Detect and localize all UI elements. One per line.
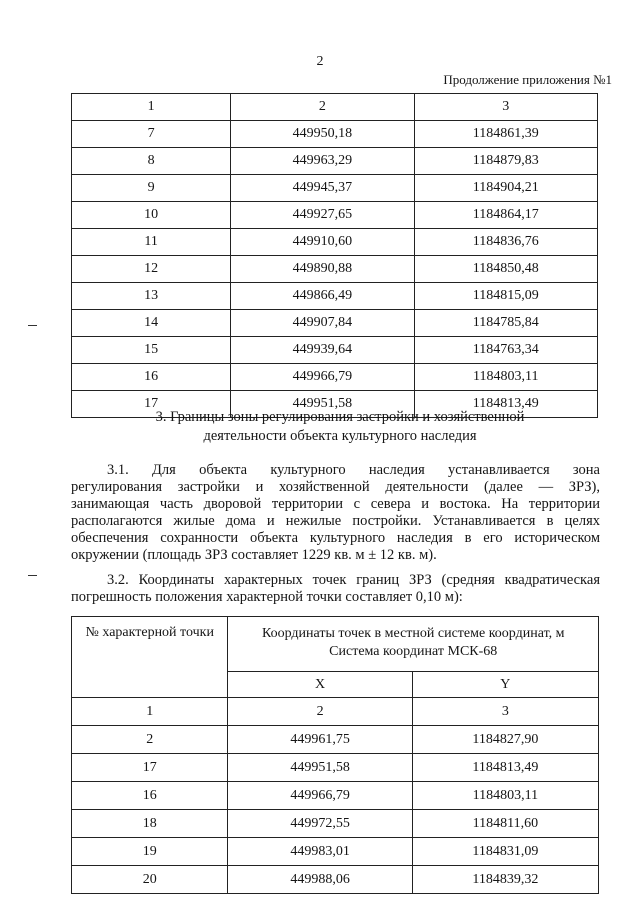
table-row [72,866,599,894]
point-number: 16 [72,782,228,810]
paragraph-line: располагаются жилые дома и нежилые постройки. Устанавливается в целях [71,513,600,529]
table-row [72,148,598,175]
hole-punch-mark [28,575,37,576]
table-row [72,754,599,782]
section-title-line-2: деятельности объекта культурного наследия [203,428,477,444]
coord-x: 449910,60 [231,229,414,256]
coord-x: 449961,75 [228,726,412,754]
point-number: 14 [72,310,231,337]
point-number: 8 [72,148,231,175]
coord-y: 1184785,84 [414,310,597,337]
continuation-label: Продолжение приложения №1 [443,72,612,87]
x-column-header: X [228,672,412,698]
coord-y: 1184815,09 [414,283,597,310]
point-number: 9 [72,175,231,202]
point-number: 16 [72,364,231,391]
coordinates-header-line-2: Система координат МСК-68 [329,644,498,659]
y-column-header: Y [412,672,598,698]
point-number: 15 [72,337,231,364]
coord-y: 1184813,49 [412,754,598,782]
paragraph-line: 3.2. Координаты характерных точек границ ЗРЗ (средняя квадратическая [107,572,600,588]
coord-y: 1184831,09 [412,838,598,866]
coord-x: 449951,58 [231,391,414,418]
coord-y: 1184850,48 [414,256,597,283]
hole-punch-mark [28,325,37,326]
point-number: 17 [72,754,228,782]
table-row [72,726,599,754]
coord-y: 1184803,11 [412,782,598,810]
table-row [72,838,599,866]
coord-x: 449951,58 [228,754,412,782]
coord-x: 449866,49 [231,283,414,310]
coord-x: 449939,64 [231,337,414,364]
paragraph-line: 3.1. Для объекта культурного наследия устанавливается зона [107,462,600,478]
table-row [72,256,598,283]
coord-y: 1184839,32 [412,866,598,894]
point-number: 10 [72,202,231,229]
coord-y: 1184879,83 [414,148,597,175]
column-number-3: 3 [414,94,597,121]
paragraph-3-2 [71,572,600,606]
table-row [72,337,598,364]
coord-x: 449963,29 [231,148,414,175]
coord-y: 1184904,21 [414,175,597,202]
coord-x: 449927,65 [231,202,414,229]
coord-x: 449983,01 [228,838,412,866]
table-row [72,810,599,838]
table-row [72,283,598,310]
coord-x: 449972,55 [228,810,412,838]
coord-y: 1184813,49 [414,391,597,418]
table-row [72,364,598,391]
table-header-row [72,617,599,672]
table-row [72,310,598,337]
table-row [72,121,598,148]
point-number: 2 [72,726,228,754]
paragraph-line: погрешность положения характерной точки составляет 0,10 м): [71,589,463,605]
column-number-1: 1 [72,94,231,121]
point-number: 7 [72,121,231,148]
point-number: 18 [72,810,228,838]
paragraph-line: занимающая часть дворовой территории с севера и востока. На территории [71,496,600,512]
table-row [72,202,598,229]
section-title-line-1: 3. Границы зоны регулирования застройки и хозяйственной [155,409,525,425]
coord-x: 449950,18 [231,121,414,148]
coord-y: 1184763,34 [414,337,597,364]
point-number: 19 [72,838,228,866]
table-row [72,782,599,810]
coord-y: 1184811,60 [412,810,598,838]
coord-y: 1184803,11 [414,364,597,391]
column-number-3: 3 [412,698,598,726]
point-number: 17 [72,391,231,418]
coord-x: 449907,84 [231,310,414,337]
section-title [60,408,620,446]
coord-x: 449966,79 [228,782,412,810]
coord-y: 1184836,76 [414,229,597,256]
table-header-row [72,94,598,121]
coordinates-table-continued [71,93,598,418]
point-number: 12 [72,256,231,283]
column-number-1: 1 [72,698,228,726]
paragraph-3-1 [71,462,600,564]
coord-x: 449945,37 [231,175,414,202]
point-column-header: № характерной точки [72,617,228,698]
coord-y: 1184864,17 [414,202,597,229]
column-number-2: 2 [231,94,414,121]
coordinates-header-line-1: Координаты точек в местной системе координат, м [261,626,565,641]
coord-x: 449966,79 [231,364,414,391]
zrz-coordinates-table [71,616,599,894]
column-number-2: 2 [228,698,412,726]
point-number: 20 [72,866,228,894]
table-row [72,229,598,256]
coordinates-column-header [228,617,599,672]
point-number: 13 [72,283,231,310]
coord-x: 449988,06 [228,866,412,894]
paragraph-line: окружении (площадь ЗРЗ составляет 1229 кв. м ± 12 кв. м). [71,547,437,563]
coord-y: 1184861,39 [414,121,597,148]
table-numbering-row [72,698,599,726]
point-number: 11 [72,229,231,256]
paragraph-line: обеспечения сохранности объекта культурного наследия в его историческом [71,530,600,546]
paragraph-line: регулирования застройки и хозяйственной деятельности (далее — ЗРЗ), [71,479,600,495]
coord-x: 449890,88 [231,256,414,283]
coord-y: 1184827,90 [412,726,598,754]
page-number: 2 [316,54,324,69]
table-row [72,175,598,202]
